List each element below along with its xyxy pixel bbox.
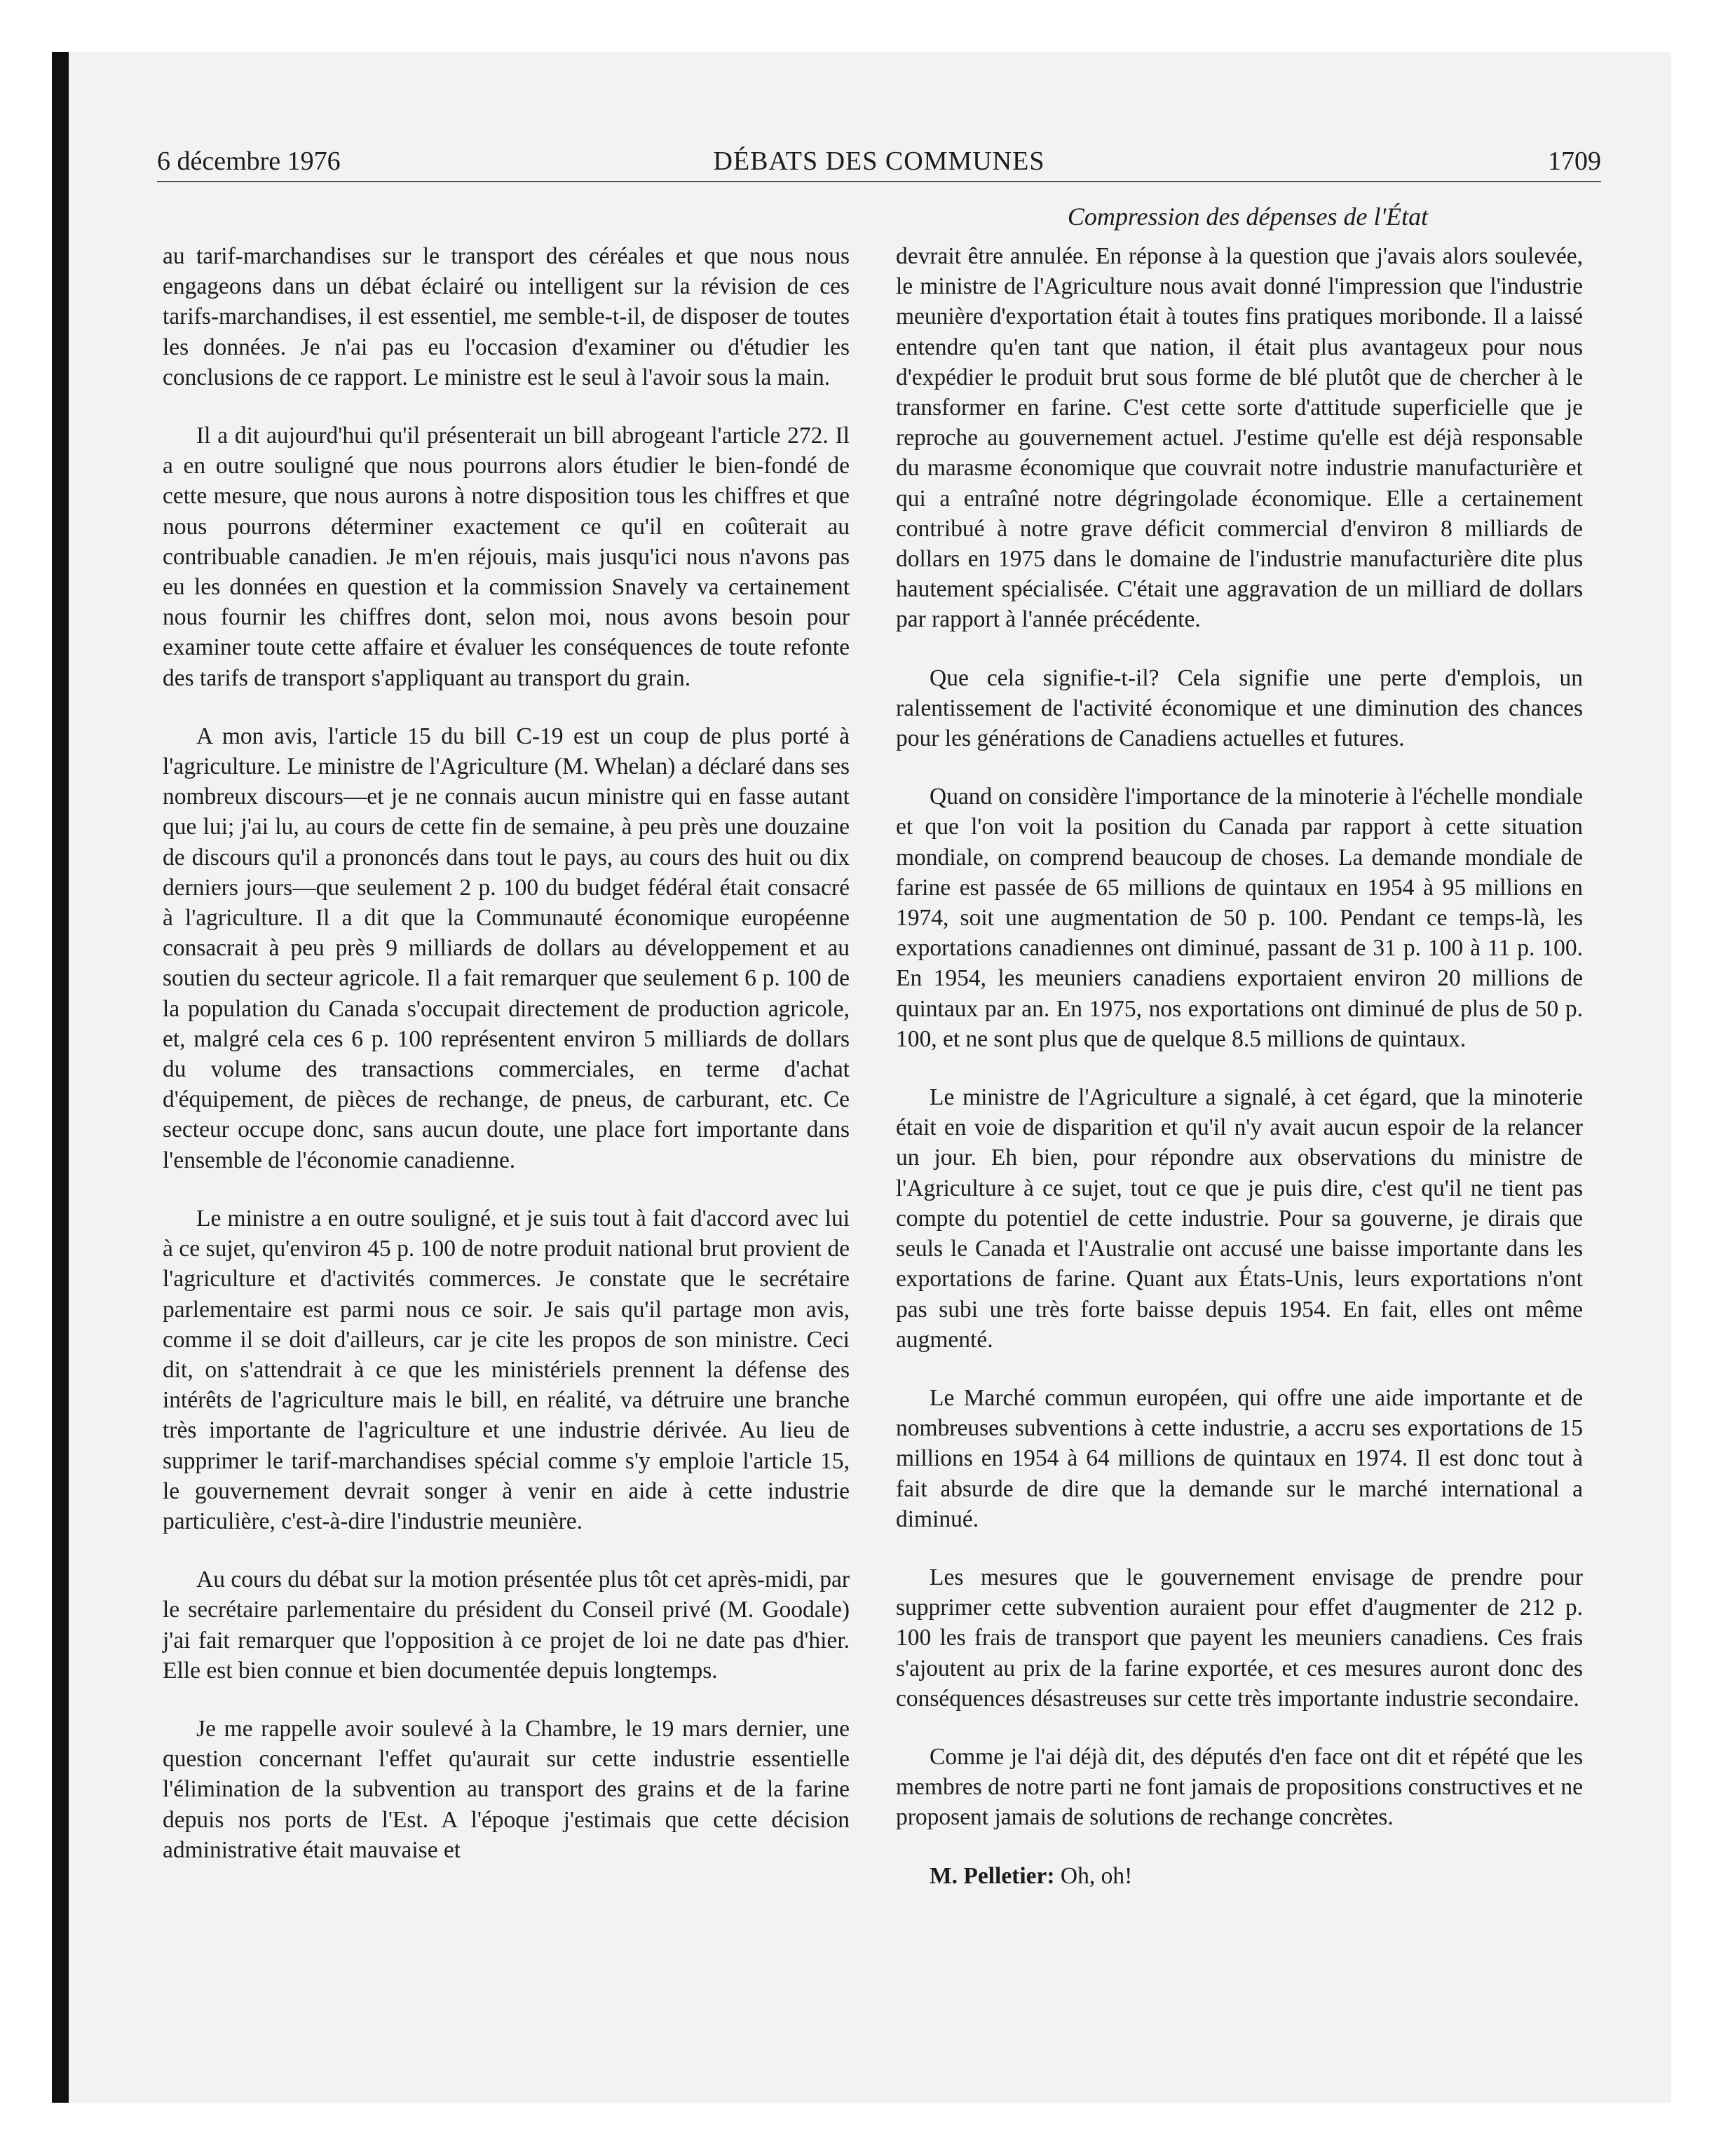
right-column xyxy=(896,241,1583,1919)
paragraph: Comme je l'ai déjà dit, des députés d'en face ont dit et répété que les membres de notre parti ne font jamais de propositions constructives et ne proposent jamais de solutions de rechange concrètes. xyxy=(896,1743,1583,1831)
paragraph: Il a dit aujourd'hui qu'il présenterait un bill abrogeant l'article 272. Il a en outre souligné que nous pourrons alors étudier le bien-fondé de cette mesure, que nous aurons à notre disposition tous les chiffres et que nous pourrons déterminer exactement ce qu'il en coûterait au contribuable canadien. Je m'en réjouis, mais jusqu'ici nous n'avons pas eu les données en question et la commission Snavely va certainement nous fournir les chiffres dont, selon moi, nous avons besoin pour examiner toute cette affaire et évaluer les conséquences de toute refonte des tarifs de transport s'appliquant au transport du grain. xyxy=(163,423,850,691)
running-head: Compression des dépenses de l'État xyxy=(1067,203,1429,231)
header-date: 6 décembre 1976 xyxy=(157,146,341,176)
page-number: 1709 xyxy=(1548,146,1601,176)
paragraph: Je me rappelle avoir soulevé à la Chambre, le 19 mars dernier, une question concernant l'effet qu'aurait sur cette industrie essentielle l'élimination de la subvention au transport des grains et de la farine depuis nos ports de l'Est. A l'époque j'estimais que cette décision administrative était mauvaise et xyxy=(163,1715,850,1863)
paragraph: Le ministre de l'Agriculture a signalé, à cet égard, que la minoterie était en voie de disparition et qu'il n'y avait aucun espoir de la relancer un jour. Eh bien, pour répondre aux observations du ministre de l'Agriculture à ce sujet, tout ce que je puis dire, c'est qu'il ne tient pas compte du potentiel de cette industrie. Pour sa gouverne, je dirais que seuls le Canada et l'Australie ont accusé une baisse importante dans les exportations de farine. Quant aux États-Unis, leurs exportations n'ont pas subi une très forte baisse depuis 1954. En fait, elles ont même augmenté. xyxy=(896,1084,1583,1353)
paragraph: Quand on considère l'importance de la minoterie à l'échelle mondiale et que l'on voit la position du Canada par rapport à cette situation mondiale, on comprend beaucoup de choses. La demande mondiale de farine est passée de 65 millions de quintaux en 1954 à 95 millions en 1974, soit une augmentation de 50 p. 100. Pendant ce temps-là, les exportations canadiennes ont diminué, passant de 31 p. 100 à 11 p. 100. En 1954, les meuniers canadiens exportaient environ 20 millions de quintaux par an. En 1975, nos exportations ont diminué de plus de 50 p. 100, et ne sont plus que de quelque 8.5 millions de quintaux. xyxy=(896,784,1583,1052)
paragraph: Au cours du débat sur la motion présentée plus tôt cet après-midi, par le secrétaire parlementaire du président du Conseil privé (M. Goodale) j'ai fait remarquer que l'opposition à ce projet de loi ne date pas d'hier. Elle est bien connue et bien documentée depuis longtemps. xyxy=(163,1567,850,1684)
scan-border xyxy=(52,52,69,2103)
interjection xyxy=(896,1861,1583,1891)
paragraph: Les mesures que le gouvernement envisage de prendre pour supprimer cette subvention auraient pour effet d'augmenter de 212 p. 100 les frais de transport que payent les meuniers canadiens. Ces frais s'ajoutent au prix de la farine exportée, et ces mesures auront donc des conséquences désastreuses sur cette très importante industrie secondaire. xyxy=(896,1564,1583,1712)
left-column xyxy=(163,241,850,1893)
paragraph: Que cela signifie-t-il? Cela signifie une perte d'emplois, un ralentissement de l'activité économique et une diminution des chances pour les générations de Canadiens actuelles et futures. xyxy=(896,664,1583,752)
page-header xyxy=(157,142,1601,182)
publication-title: DÉBATS DES COMMUNES xyxy=(713,146,1045,176)
paragraph: A mon avis, l'article 15 du bill C-19 est un coup de plus porté à l'agriculture. Le ministre de l'Agriculture (M. Whelan) a déclaré dans ses nombreux discours—et je ne connais aucun ministre qui en fasse autant que lui; j'ai lu, au cours de cette fin de semaine, à peu près une douzaine de discours qu'il a prononcés dans tout le pays, au cours des huit ou dix derniers jours—que seulement 2 p. 100 du budget fédéral était consacré à l'agriculture. Il a dit que la Communauté économique européenne consacrait à peu près 9 milliards de dollars au développement et au soutien du secteur agricole. Il a fait remarquer que seulement 6 p. 100 de la population du Canada s'occupait directement de production agricole, et, malgré cela ces 6 p. 100 représentent environ 5 milliards de dollars du volume des transactions commerciales, en terme d'achat d'équipement, de pièces de rechange, de pneus, de carburant, etc. Ce secteur occupe donc, sans aucun doute, une place fort importante dans l'ensemble de l'économie canadienne. xyxy=(163,723,850,1173)
paragraph: Le Marché commun européen, qui offre une aide importante et de nombreuses subventions à cette industrie, a accru ses exportations de 15 millions en 1954 à 64 millions de quintaux en 1974. Il est donc tout à fait absurde de dire que la demande sur le marché international a diminué. xyxy=(896,1384,1583,1532)
speaker-name: M. Pelletier: xyxy=(930,1862,1055,1889)
interjection-text: Oh, oh! xyxy=(1060,1862,1133,1889)
paragraph: Le ministre a en outre souligné, et je suis tout à fait d'accord avec lui à ce sujet, qu'environ 45 p. 100 de notre produit national brut provient de l'agriculture et d'activités commerces. Je constate que le secrétaire parlementaire est parmi nous ce soir. Je sais qu'il partage mon avis, comme il se doit d'ailleurs, car je cite les propos de son ministre. Ceci dit, on s'attendrait à ce que les ministériels prennent la défense des intérêts de l'agriculture mais le bill, en réalité, va détruire une branche très importante de l'agriculture et une industrie dérivée. Au lieu de supprimer le tarif-marchandises spécial comme s'y emploie l'article 15, le gouvernement devrait songer à venir en aide à cette industrie particulière, c'est-à-dire l'industrie meunière. xyxy=(163,1205,850,1534)
paragraph: au tarif-marchandises sur le transport des céréales et que nous nous engageons dans un débat éclairé ou intelligent sur la révision de ces tarifs-marchandises, il est essentiel, me semble-t-il, de disposer de toutes les données. Je n'ai pas eu l'occasion d'examiner ou d'étudier les conclusions de ce rapport. Le ministre est le seul à l'avoir sous la main. xyxy=(163,243,850,390)
paragraph: devrait être annulée. En réponse à la question que j'avais alors soulevée, le ministre de l'Agriculture nous avait donné l'impression que l'industrie meunière d'exportation était à toutes fins pratiques moribonde. Il a laissé entendre qu'en tant que nation, il était plus avantageux pour nous d'expédier le produit brut sous forme de blé plutôt que de chercher à le transformer en farine. C'est cette sorte d'attitude superficielle que je reproche au gouvernement actuel. J'estime qu'elle est déjà responsable du marasme économique que couvrait notre industrie manufacturière et qui a entraîné notre dégringolade économique. Elle a certainement contribué à notre grave déficit commercial d'environ 8 milliards de dollars en 1975 dans le domaine de l'industrie manufacturière dite plus hautement spécialisée. C'était une aggravation de un milliard de dollars par rapport à l'année précédente. xyxy=(896,243,1583,633)
